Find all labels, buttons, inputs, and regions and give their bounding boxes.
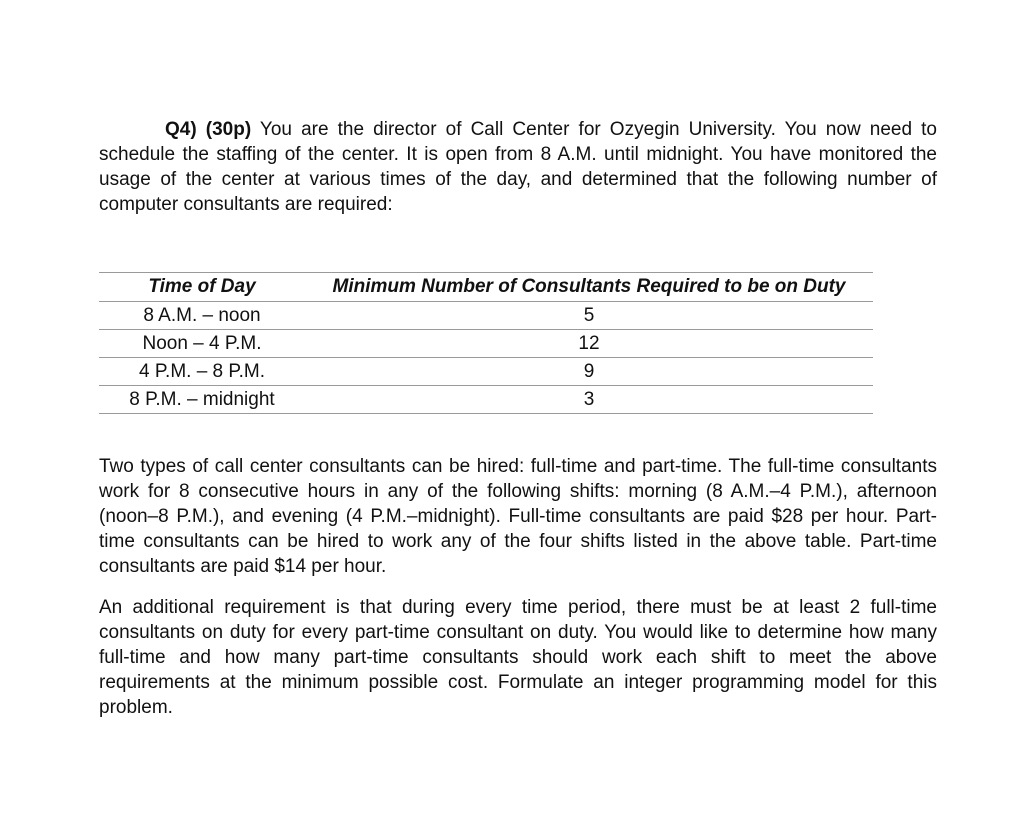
header-min-consultants: Minimum Number of Consultants Required to be on Duty <box>305 273 873 302</box>
cell-time: 8 A.M. – noon <box>99 302 305 330</box>
question-intro <box>99 117 937 217</box>
cell-time: Noon – 4 P.M. <box>99 330 305 358</box>
staffing-requirements-table <box>99 272 873 414</box>
cell-min: 9 <box>305 358 873 386</box>
cell-min: 3 <box>305 386 873 414</box>
staffing-table-wrapper <box>99 272 873 414</box>
paragraph-consultant-types: Two types of call center consultants can be hired: full-time and part-time. The full-time consultants work for 8 consecutive hours in any of the following shifts: morning (8 A.M.–4 P.M.), afternoon (noon–8 P.M.), and evening (4 P.M.–midnight). Full-time consultants are paid $28 per hour. Part-time consultants can be hired to work any of the four shifts listed in the above table. Part-time consultants are paid $14 per hour. <box>99 456 937 577</box>
cell-min: 5 <box>305 302 873 330</box>
cell-time: 4 P.M. – 8 P.M. <box>99 358 305 386</box>
header-time-of-day: Time of Day <box>99 273 305 302</box>
cell-min: 12 <box>305 330 873 358</box>
table-row <box>99 302 873 330</box>
paragraph-additional-requirement: An additional requirement is that during every time period, there must be at least 2 full-time consultants on duty for every part-time consultant on duty. You would like to determine how many full-time and how many part-time consultants should work each shift to meet the above requirements at the minimum possible cost. Formulate an integer programming model for this problem. <box>99 597 937 718</box>
table-row <box>99 386 873 414</box>
table-row <box>99 358 873 386</box>
cell-time: 8 P.M. – midnight <box>99 386 305 414</box>
table-header-row <box>99 273 873 302</box>
table-row <box>99 330 873 358</box>
question-text: You are the director of Call Center for Ozyegin University. You now need to schedule the staffing of the center. It is open from 8 A.M. until midnight. You have monitored the usage of the center at various times of the day, and determined that the following number of computer consultants are required: <box>99 119 937 215</box>
question-label: Q4) (30p) <box>165 119 252 140</box>
